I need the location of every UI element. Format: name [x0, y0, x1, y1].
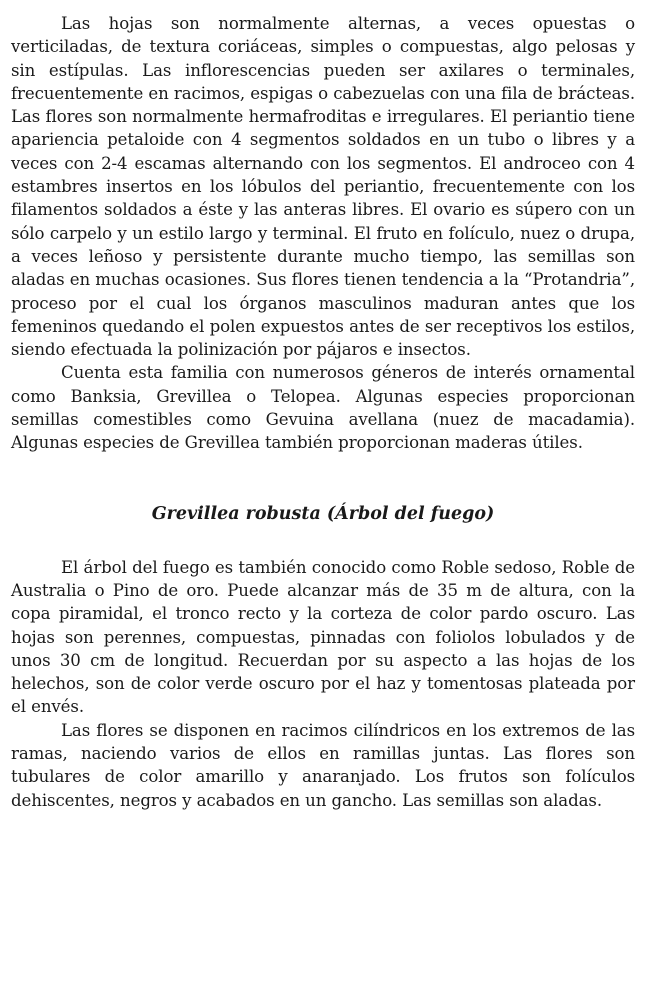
paragraph-leaves-flowers: Las hojas son normalmente alternas, a veces opuestas o verticiladas, de textura coriáceas, simples o compuestas, algo pelosas y sin estípulas. Las inflorescencias pueden ser axilares o terminales, frecuentemente en racimos, espigas o cabezuelas con una fila de brácteas. Las flores son normalmente hermafroditas e irregulares. El periantio tiene apariencia petaloide con 4 segmentos soldados en un tubo o libres y a veces con 2-4 escamas alternando con los segmentos. El androceo con 4 estambres insertos en los lóbulos del periantio, frecuentemente con los filamentos soldados a éste y las anteras libres. El ovario es súpero con un sólo carpelo y un estilo largo y terminal. El fruto en folículo, nuez o drupa, a veces leñoso y persistente durante mucho tiempo, las semillas son aladas en muchas ocasiones. Sus flores tienen tendencia a la “Protandria”, proceso por el cual los órganos masculinos maduran antes que los femeninos quedando el polen expuestos antes de ser receptivos los estilos, siendo efectuada la polinización por pájaros e insectos. — [11, 14, 635, 360]
document-page — [11, 12, 635, 812]
section-heading: Grevillea robusta (Árbol del fuego) — [151, 503, 495, 524]
paragraph-family-genera: Cuenta esta familia con numerosos géneros de interés ornamental como Banksia, Grevillea o Telopea. Algunas especies proporcionan semillas comestibles como Gevuina avellana (nuez de macadamia). Algunas especies de Grevillea también proporcionan maderas útiles. — [11, 363, 635, 453]
paragraph-tree-description: El árbol del fuego es también conocido como Roble sedoso, Roble de Australia o Pino de oro. Puede alcanzar más de 35 m de altura, con la copa piramidal, el tronco recto y la corteza de color pardo oscuro. Las hojas son perennes, compuestas, pinnadas con foliolos lobulados y de unos 30 cm de longitud. Recuerdan por su aspecto a las hojas de los helechos, son de color verde oscuro por el haz y tomentosas plateada por el envés. — [11, 557, 635, 717]
paragraph-flowers-fruits: Las flores se disponen en racimos cilíndricos en los extremos de las ramas, naciendo varios de ellos en ramillas juntas. Las flores son tubulares de color amarillo y anaranjado. Los frutos son folículos dehiscentes, negros y acabados en un gancho. Las semillas son aladas. — [11, 720, 635, 810]
